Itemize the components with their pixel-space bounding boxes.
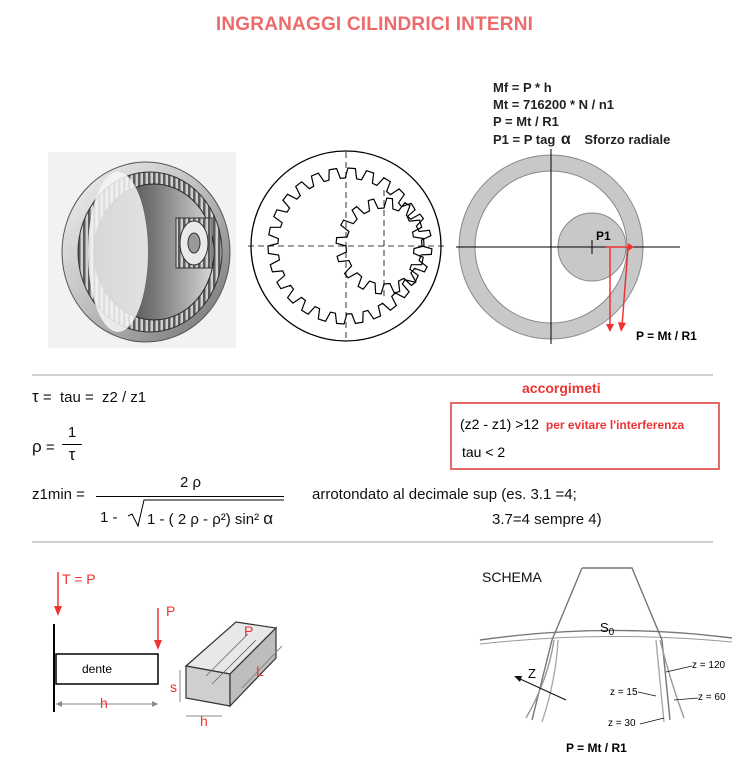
p1-label: P1 — [596, 229, 611, 243]
accorgimenti-heading: accorgimeti — [522, 380, 601, 396]
separator-bottom — [32, 541, 713, 543]
z60-label: z = 60 — [698, 692, 726, 703]
force-label: P = Mt / R1 — [636, 329, 697, 343]
s0-text: S — [600, 620, 609, 635]
z1min-alpha: α — [263, 509, 274, 528]
tau-rhs: z2 / z1 — [101, 389, 147, 406]
pinion-gear-3d — [176, 218, 212, 268]
formula-p1-text: P1 = P tag — [493, 132, 556, 147]
z120-label: z = 120 — [692, 660, 726, 671]
page-title: INGRANAGGI CILINDRICI INTERNI — [215, 14, 534, 35]
dente-label: dente — [82, 662, 113, 676]
formula-mt: Mt = 716200 * N / n1 — [493, 97, 615, 112]
rho-eq: = — [45, 439, 55, 456]
h-label-3d: h — [200, 713, 208, 729]
accorgimenti-box — [450, 402, 720, 470]
z1min-denominator-b — [147, 509, 273, 529]
accorgimenti-line1 — [460, 416, 684, 432]
separator-top — [32, 374, 713, 376]
sforzo-radiale-label: Sforzo radiale — [584, 132, 671, 147]
tooth-profiles — [526, 568, 684, 722]
z1min-label: z1min = — [32, 486, 85, 503]
accorgimenti-line2: tau < 2 — [462, 444, 506, 460]
tau-eq: = tau = — [42, 389, 94, 406]
z1min-fraction-bar — [96, 496, 284, 497]
tau-symbol: τ — [32, 387, 39, 406]
arrotondato-line1: arrotondato al decimale sup (es. 3.1 =4; — [312, 486, 577, 503]
z-label: Z — [528, 666, 536, 681]
formula-p: P = Mt / R1 — [493, 114, 559, 129]
p-label: P — [166, 603, 176, 619]
z1min-den-text: 1 - ( 2 ρ - ρ²) sin² — [147, 511, 260, 528]
gear-pair-schematic — [246, 150, 446, 350]
rho-symbol: ρ — [32, 437, 42, 456]
h-label: h — [100, 695, 108, 711]
p-label-3d: P — [244, 623, 254, 639]
z1min-denominator-a: 1 - — [100, 509, 118, 526]
tau-equation — [32, 387, 146, 407]
s-label: s — [170, 679, 177, 695]
z30-label: z = 30 — [608, 718, 636, 729]
t-equals-p-label: T = P — [62, 571, 96, 587]
schema-bottom-label: P = Mt / R1 — [566, 741, 627, 755]
l-label: L — [256, 663, 264, 679]
arrotondato-line2: 3.7=4 sempre 4) — [492, 511, 602, 528]
rho-equation — [32, 437, 55, 457]
z-direction-arrow — [514, 676, 566, 700]
s0-subscript: 0 — [608, 627, 615, 638]
interference-condition: (z2 - z1) >12 — [460, 416, 539, 432]
z1min-numerator: 2 ρ — [180, 474, 202, 491]
s0-label — [600, 620, 615, 638]
rho-denominator: τ — [68, 445, 76, 464]
z15-label: z = 15 — [610, 687, 638, 698]
formula-mf: Mf = P * h — [493, 80, 552, 95]
schema-title: SCHEMA — [482, 569, 542, 585]
internal-gear-3d-illustration — [48, 152, 236, 348]
tooth-beam-diagram — [36, 566, 296, 736]
schema-tooth-profile — [470, 560, 740, 760]
force-diagram — [456, 144, 697, 354]
interference-note: per evitare l'interferenza — [545, 418, 685, 432]
alpha-symbol: α — [560, 131, 571, 148]
rho-numerator: 1 — [67, 424, 77, 441]
